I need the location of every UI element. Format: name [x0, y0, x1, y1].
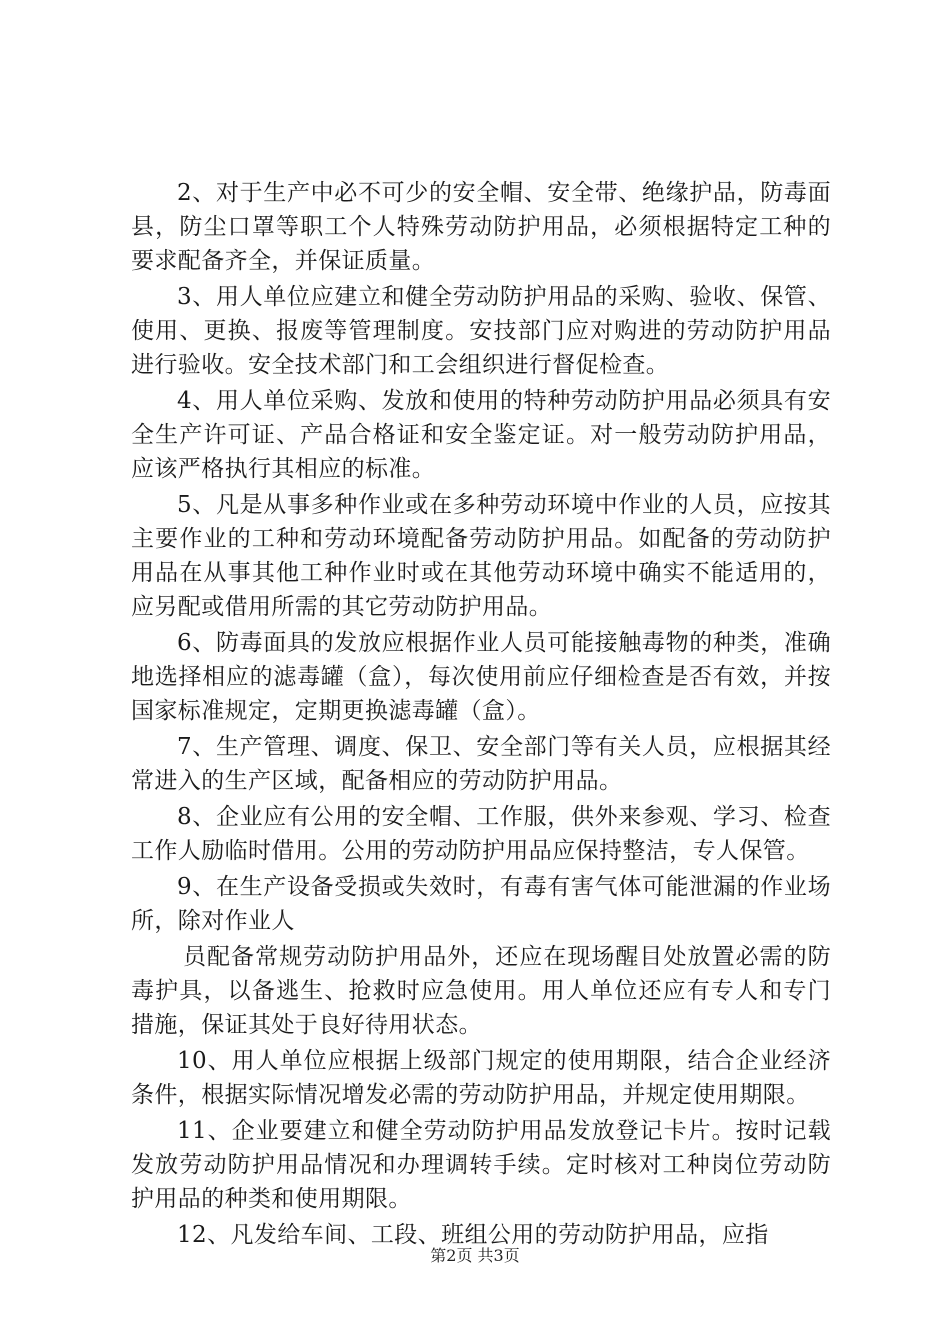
paragraph-7: 7、生产管理、调度、保卫、安全部门等有关人员，应根据其经常进入的生产区域，配备相应的劳动防护用品。: [131, 734, 831, 794]
paragraph-2: 2、对于生产中必不可少的安全帽、安全带、绝缘护品，防毒面县，防尘口罩等职工个人特殊劳动防护用品，必须根据特定工种的要求配备齐全，并保证质量。: [131, 180, 831, 274]
paragraph-9: 9、在生产设备受损或失效时，有毒有害气体可能泄漏的作业场所，除对作业人: [131, 874, 831, 934]
document-body: [131, 176, 831, 1254]
paragraph-9-continued: 员配备常规劳动防护用品外，还应在现场醒目处放置必需的防毒护具，以备逃生、抢救时应急使用。用人单位还应有专人和专门措施，保证其处于良好待用状态。: [131, 944, 831, 1038]
paragraph-3: 3、用人单位应建立和健全劳动防护用品的采购、验收、保管、使用、更换、报废等管理制度。安技部门应对购进的劳动防护用品进行验收。安全技术部门和工会组织进行督促检查。: [131, 284, 831, 378]
paragraph-8: 8、企业应有公用的安全帽、工作服，供外来参观、学习、检查工作人励临时借用。公用的劳动防护用品应保持整洁，专人保管。: [131, 804, 831, 864]
paragraph-4: 4、用人单位采购、发放和使用的特种劳动防护用品必须具有安全生产许可证、产品合格证和安全鉴定证。对一般劳动防护用品，应该严格执行其相应的标准。: [131, 388, 831, 482]
paragraph-5: 5、凡是从事多种作业或在多种劳动环境中作业的人员，应按其主要作业的工种和劳动环境配备劳动防护用品。如配备的劳动防护用品在从事其他工种作业时或在其他劳动环境中确实不能适用的，应另配或借用所需的其它劳动防护用品。: [131, 492, 831, 620]
paragraph-11: 11、企业要建立和健全劳动防护用品发放登记卡片。按时记载发放劳动防护用品情况和办理调转手续。定时核对工种岗位劳动防护用品的种类和使用期限。: [131, 1118, 831, 1212]
paragraph-12: 12、凡发给车间、工段、班组公用的劳动防护用品，应指: [177, 1222, 769, 1248]
paragraph-6: 6、防毒面具的发放应根据作业人员可能接触毒物的种类，准确地选择相应的滤毒罐（盒），每次使用前应仔细检查是否有效，并按国家标准规定，定期更换滤毒罐（盒）。: [131, 630, 831, 724]
page-number-footer: 第2页 共3页: [430, 1246, 520, 1265]
paragraph-10: 10、用人单位应根据上级部门规定的使用期限，结合企业经济条件，根据实际情况增发必需的劳动防护用品，并规定使用期限。: [131, 1048, 831, 1108]
